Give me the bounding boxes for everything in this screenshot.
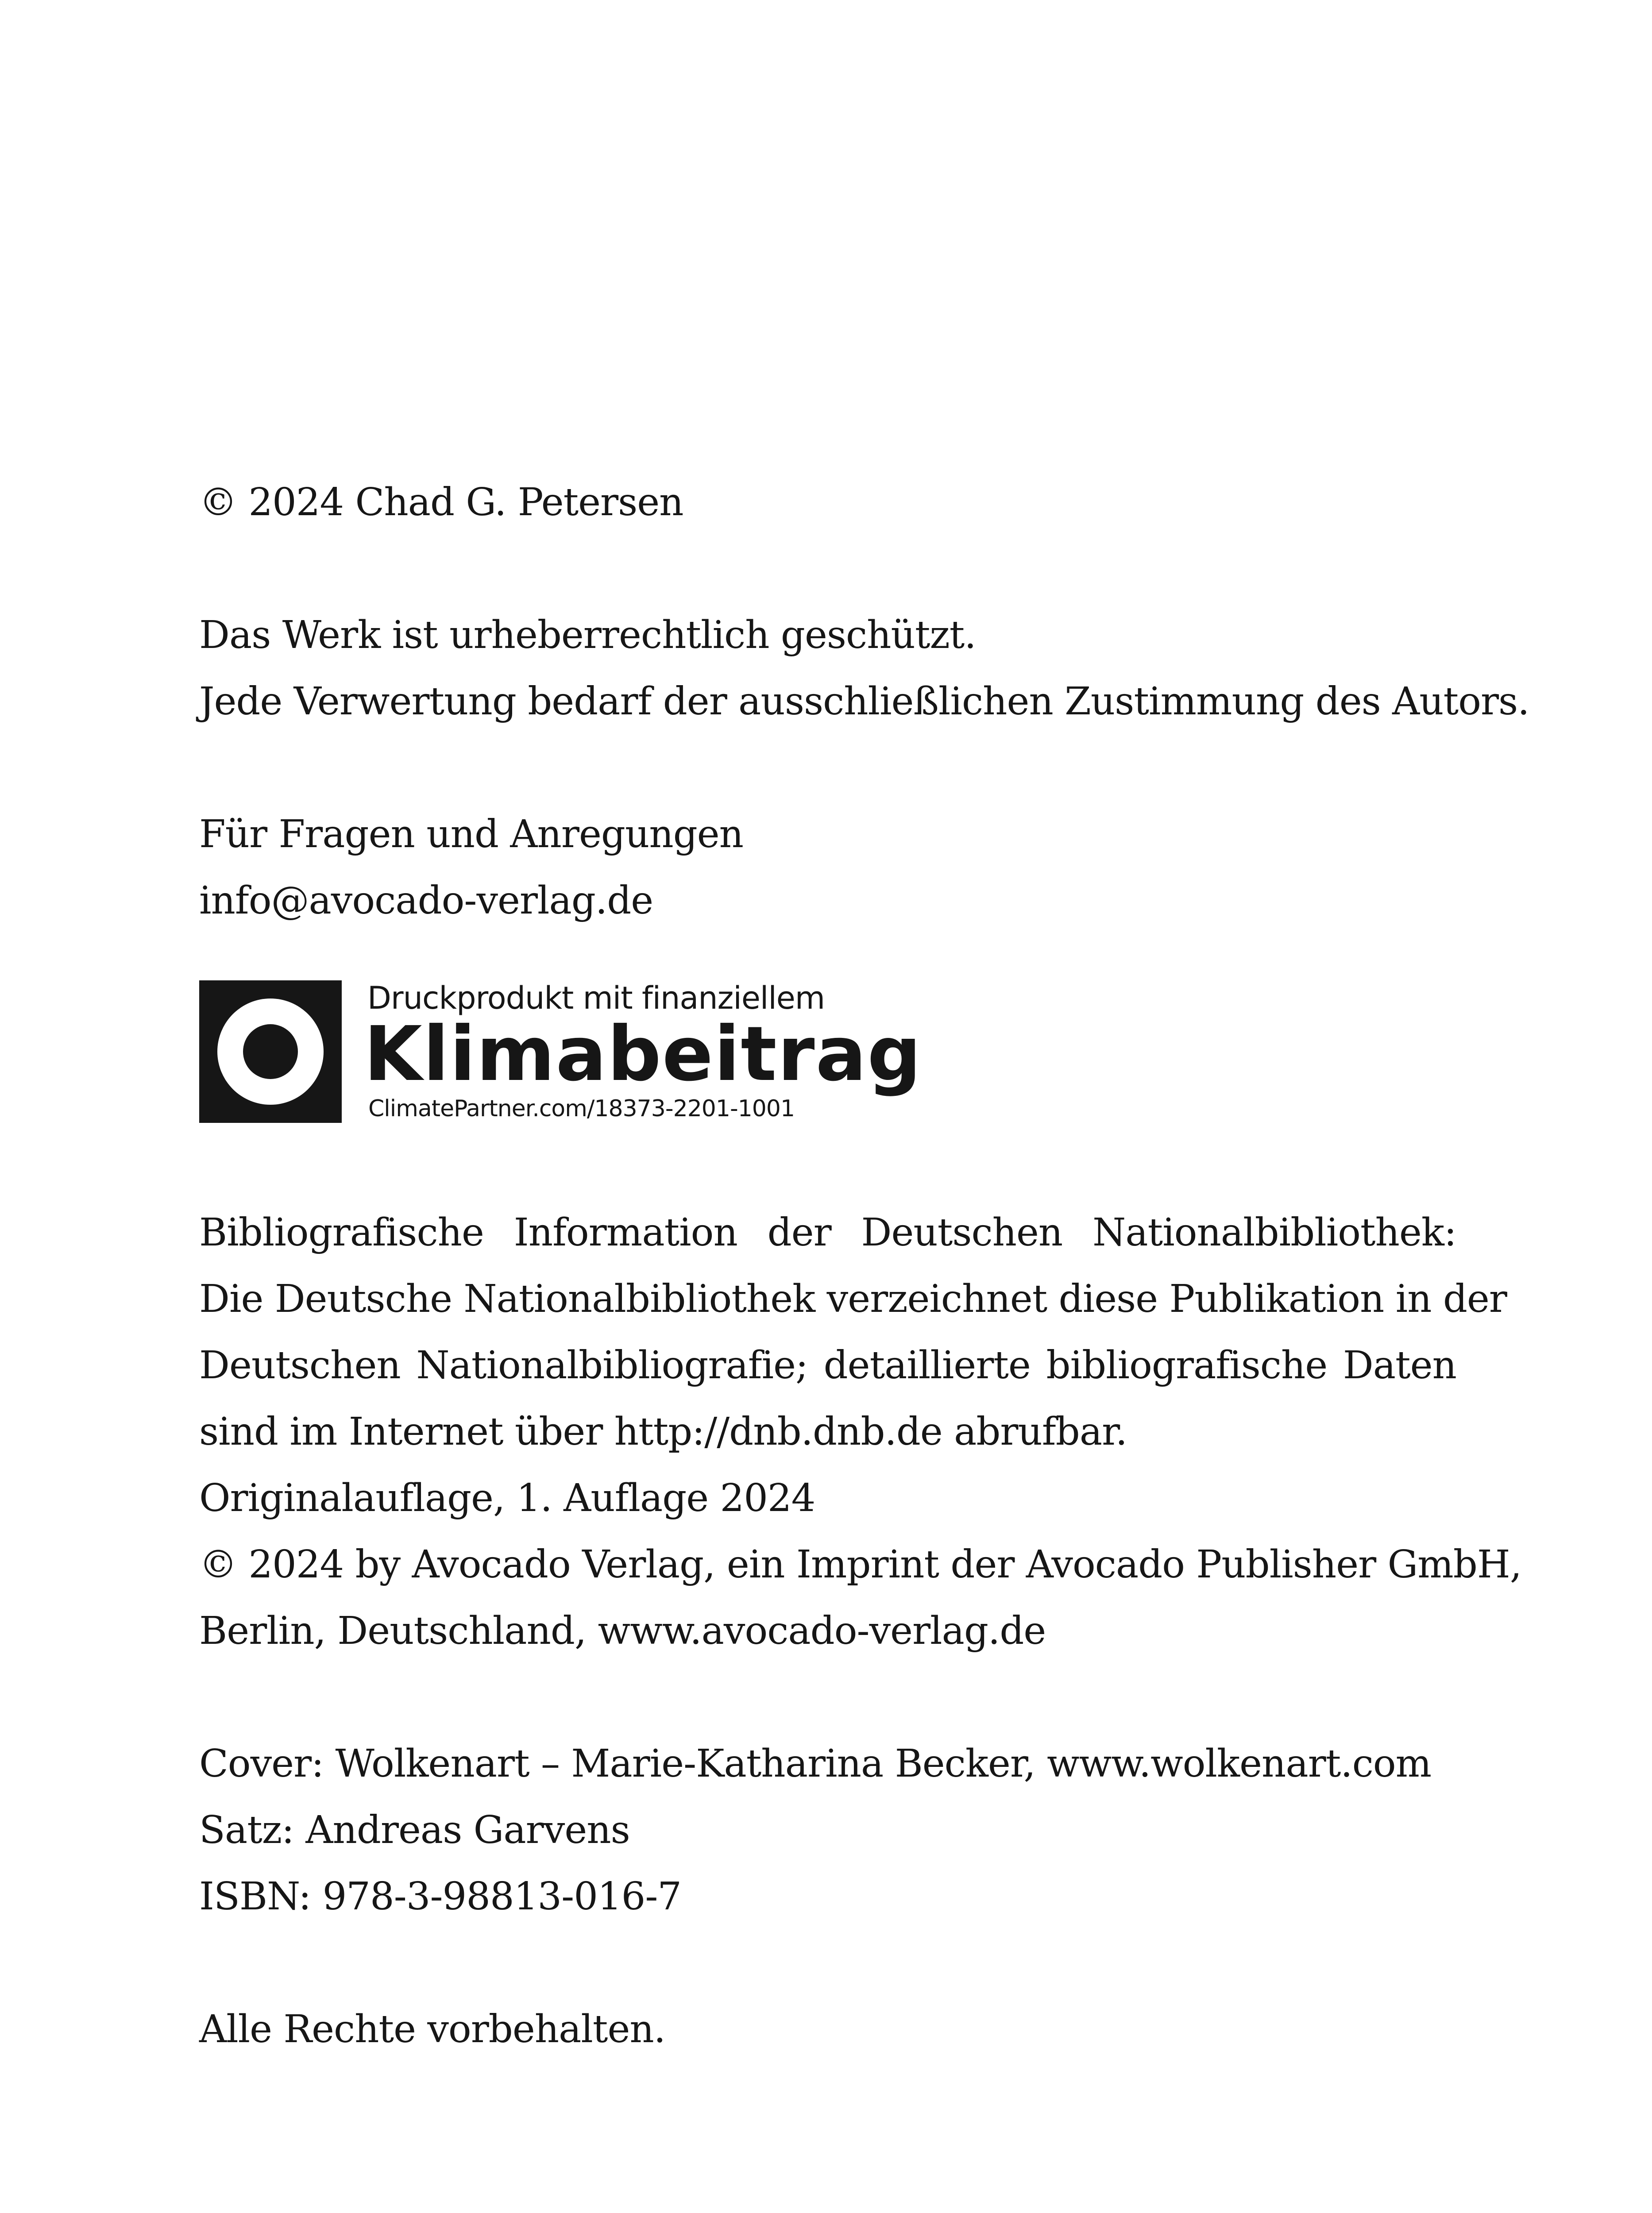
reserved-line: Alle Rechte vorbehalten. [199,2007,666,2051]
climate-partner-logo [199,980,930,1126]
author-copyright [199,469,1456,536]
biblio-line-3: Deutschen Nationalbibliografie; detaillierte bibliografische Daten [199,1343,1456,1388]
isbn: ISBN: 978-3-98813-016-7 [199,1874,682,1919]
rights-line-2: Jede Verwertung bedarf der ausschließlichen Zustimmung des Autors. [199,679,1529,724]
contact-info [199,801,1456,934]
publisher-line-2: Berlin, Deutschland, www.avocado-verlag.de [199,1609,1046,1653]
climate-logo-title: Klimabeitrag [364,1010,922,1098]
climate-circle-icon [199,980,342,1123]
rights-notice [199,602,1529,735]
edition-line: Originalauflage, 1. Auflage 2024 [199,1476,815,1520]
author-copyright-line: © 2024 Chad G. Petersen [199,480,683,524]
typesetting-credit: Satz: Andreas Garvens [199,1808,630,1852]
credits [199,1731,1456,1930]
biblio-line-2: Die Deutsche Nationalbibliothek verzeichnet diese Publikation in der [199,1277,1507,1321]
cover-credit: Cover: Wolkenart – Marie-Katharina Becker, www.wolkenart.com [199,1742,1432,1786]
all-rights-reserved [199,1996,1456,2063]
contact-line: Für Fragen und Anregungen [199,812,744,856]
biblio-line-4: sind im Internet über http://dnb.dnb.de abrufbar. [199,1410,1127,1454]
biblio-line-1: Bibliografische Information der Deutschen Nationalbibliothek: [199,1211,1456,1255]
rights-line-1: Das Werk ist urheberrechtlich geschützt. [199,613,976,657]
bibliographic-info [199,1199,1522,1664]
climate-logo-url: ClimatePartner.com/18373-2201-1001 [368,1095,795,1122]
publisher-line-1: © 2024 by Avocado Verlag, ein Imprint der Avocado Publisher GmbH, [199,1542,1522,1587]
contact-email: info@avocado-verlag.de [199,879,653,923]
climate-logo-subtitle: Druckprodukt mit finanziellem [367,980,825,1016]
